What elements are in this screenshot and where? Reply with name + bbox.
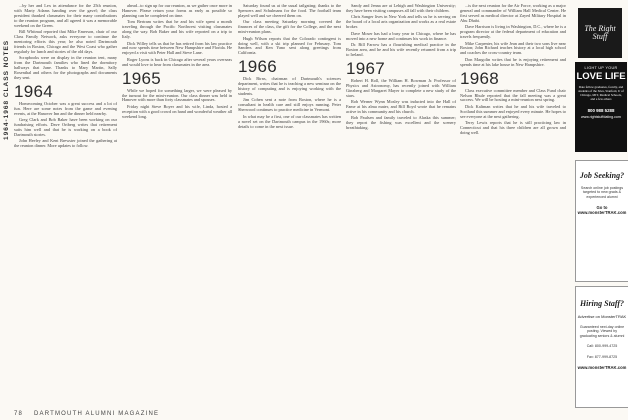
paragraph: ...is the next reunion for the Air Force, working as a major general and commander of William Hall Medical Center. He first served as medical director at Zayed Military Hospital in Abu Dhabi. xyxy=(460,4,566,23)
paragraph: Roger Lyons is back in Chicago after several years overseas and would love to hear from classmates in the area. xyxy=(122,56,232,67)
dating-ad[interactable] xyxy=(575,62,627,152)
paragraph: ...by her and Lex in attendance for the 25th reunion, with Marty Adams handing over the gavel; the class president thanked classmates for their many contributions to the reunion program, and all agreed it was a memorable weekend on the Green. xyxy=(14,4,117,28)
class-year-heading: 1964 xyxy=(14,81,54,101)
ad-url[interactable]: www.rightstuffdating.com xyxy=(581,114,621,119)
column-3 xyxy=(238,4,341,408)
sidebar-section-label: 1964-1968 CLASS NOTES xyxy=(3,39,10,140)
logo-text: The Right Stuff xyxy=(584,24,616,41)
paragraph: Our class meeting Saturday morning covered the finances of the class, the gift for the College, and the next mini-reunion plans. xyxy=(238,19,341,35)
column-5 xyxy=(460,4,566,408)
class-year-heading: 1967 xyxy=(346,58,386,78)
paragraph: ahead...to sign up for our reunion, as we gather once more in Hanover. Please return your forms as early as possible so planning can be completed on time. xyxy=(122,4,232,18)
column-2 xyxy=(122,4,232,408)
paragraph: Bill Whitmal reported that Mike Emerson, chair of our Class Family Network, asks everyone to continue the mentoring efforts this year; he also noted Dartmouth friends in Boston, Chicago and the West Coast who gather regularly for lunch and stories of the old days. xyxy=(14,29,117,54)
ad-phone: Call: 800-999-4725 xyxy=(586,344,618,349)
ad-phone: 800 988 5288 xyxy=(587,107,615,113)
paragraph: In what may be a first, one of our classmates has written a novel set on the Dartmouth campus in the 1960s; more details to come in the next issue. xyxy=(238,113,341,129)
paragraph: Class executive committee member and Class Fund chair Nelson Rhule reported that the fall meeting was a great success. We will be hosting a mini-reunion next spring. xyxy=(460,87,566,103)
ad-headline: Hiring Staff? xyxy=(579,299,625,308)
ad-fax: Fax: 877-999-8725 xyxy=(586,354,618,359)
paragraph: Dick Birns, chairman of Dartmouth's sciences department, writes that he is teaching a new seminar on the history of computing and is enjoying working with the students. xyxy=(238,76,341,96)
magazine-name: DARTMOUTH ALUMNI MAGAZINE xyxy=(33,411,160,417)
paragraph: Rob Werner Wynn Mosley was inducted into the Hall of Fame at his alma mater, and Bill Boyd wrote that he remains active in his community and his church. xyxy=(346,99,456,114)
paragraph: Jim Cohen sent a note from Boston, where he is a consultant in health care and still enjoys running. Peter Sherwood continues to practice medicine in Vermont. xyxy=(238,97,341,113)
ad-headline: Job Seeking? xyxy=(579,171,625,180)
paragraph: Friday night Steve Boyer and his wife, Linda, hosted a reception with a good crowd on hand and wonderful weather all weekend long. xyxy=(122,103,232,119)
page-footer xyxy=(14,411,458,417)
paragraph: Hugh Wilson reports that the Colorado contingent is doing well, with a ski trip planned for February. Tom Sanders and Ken Yano sent along greetings from California. xyxy=(238,35,341,56)
ad-body: Date fellow graduates, faculty, and students of the Ivies, Stanford, U of Chicago, MIT, Medical Schools, and a few others xyxy=(578,85,624,101)
class-year-heading: 1965 xyxy=(122,68,162,88)
paragraph: Chris Sanger lives in New York and tells us he is serving on the board of a local arts organization and works as a real estate broker. xyxy=(346,14,456,30)
paragraph: Terry Lewis reports that he is still practicing law in Connecticut and that his three children are all grown and doing well. xyxy=(460,120,566,136)
paragraph: While we hoped for something larger, we were pleased by the turnout for the mini-reunion. Our class dinner was held in Hanover with more than forty classmates and spouses. xyxy=(122,87,232,103)
paragraph: Homecoming October was a great success and a lot of fun. Here are some notes from the game and evening events, at the Hanover Inn and the dinner held nearby. xyxy=(14,100,117,116)
ad-kicker: LIGHT UP YOUR xyxy=(584,66,618,70)
ad-headline: LOVE LIFE xyxy=(576,71,626,82)
class-year-heading: 1968 xyxy=(460,68,500,88)
paragraph: Greg Clark and Bob Baker have been working on our fundraising efforts. Dave Ortberg writes that retirement suits him well and that he is working on a book of Dartmouth stories. xyxy=(14,117,117,137)
paragraph: Dave Harrison is living in Washington, D.C., where he is a program director at the federal department of education and travels frequently. xyxy=(460,24,566,40)
ad-subhead: Advertise on MonsterTRAK xyxy=(577,314,627,319)
paragraph: Dave Moser has had a busy year in Chicago, where he has moved into a new home and continues his work in finance. xyxy=(346,30,456,41)
paragraph: Dr. Bill Farrow has a flourishing medical practice in the Boston area, and he and his wife recently returned from a trip to Ireland. xyxy=(346,42,456,57)
paragraph: Bob Paulsen and family traveled to Alaska this summer; they report the fishing was excellent and the scenery breathtaking. xyxy=(346,115,456,131)
page-number: 78 xyxy=(14,411,24,417)
paragraph: Dick Kaltman writes that he and his wife traveled to Scotland this summer and enjoyed every minute. He hopes to see everyone at the next gathering. xyxy=(460,103,566,119)
paragraph: Scrapbooks were on display in the reunion tent, many from the Dartmouth families who lined the dormitory hallways that June. Thanks to Mary Martin, Sally Rosenthal and others for the photographs and documents they sent. xyxy=(14,55,117,80)
paragraph: Saturday found us at the usual tailgating; thanks to the Spencers and Schulmans for the food. The football team played well and we cheered them on. xyxy=(238,4,341,18)
ad-url[interactable]: Go to www.monsterTRAK.com xyxy=(577,205,627,216)
ad-body: Guaranteed next-day online posting. Viewed by graduating seniors & alumni xyxy=(579,325,625,338)
paragraph: Tom Bertram writes that he and his wife spent a month traveling through the Pacific Northwest visiting classmates along the way. Bob Baker and his wife reported on a trip to Italy. xyxy=(122,19,232,40)
paragraph: Robert H. Roll, the William H. Bowman Jr. Professor of Physics and Astronomy, has recently joined with William Ginzberg and Margaret Mayer to complete a new study of the stars. xyxy=(346,77,456,98)
ad-column xyxy=(572,0,628,420)
ad-body: Search online job postings targeted to new grads & experienced alumni xyxy=(580,186,624,199)
paragraph: John Heeley and Kent Brewster joined the gathering at the reunion dinner. More updates to follow. xyxy=(14,138,117,149)
paragraph: Sandy and Jenna are at Lehigh and Washington University; they have been visiting campuses all fall with their children. xyxy=(346,4,456,13)
ad-url[interactable]: www.monsterTRAK.com xyxy=(577,365,627,371)
column-4 xyxy=(346,4,456,408)
paragraph: Dick Willey tells us that he has retired from his law practice and now spends time between New Hampshire and Florida. He enjoyed a visit with Peter Hall and Steve Lane. xyxy=(122,40,232,56)
paragraph: Don Margolin writes that he is enjoying retirement and spends time at his lake house in New Hampshire. xyxy=(460,56,566,67)
class-year-heading: 1966 xyxy=(238,57,278,77)
job-seeking-ad[interactable] xyxy=(575,160,628,282)
right-stuff-logo[interactable] xyxy=(578,8,622,58)
paragraph: Mike Carpenter, his wife Jean and their two sons live near Boston; John Richard teaches history at a local high school and coaches the cross-country team. xyxy=(460,40,566,56)
hiring-staff-ad[interactable] xyxy=(575,286,628,408)
column-1 xyxy=(14,4,117,408)
